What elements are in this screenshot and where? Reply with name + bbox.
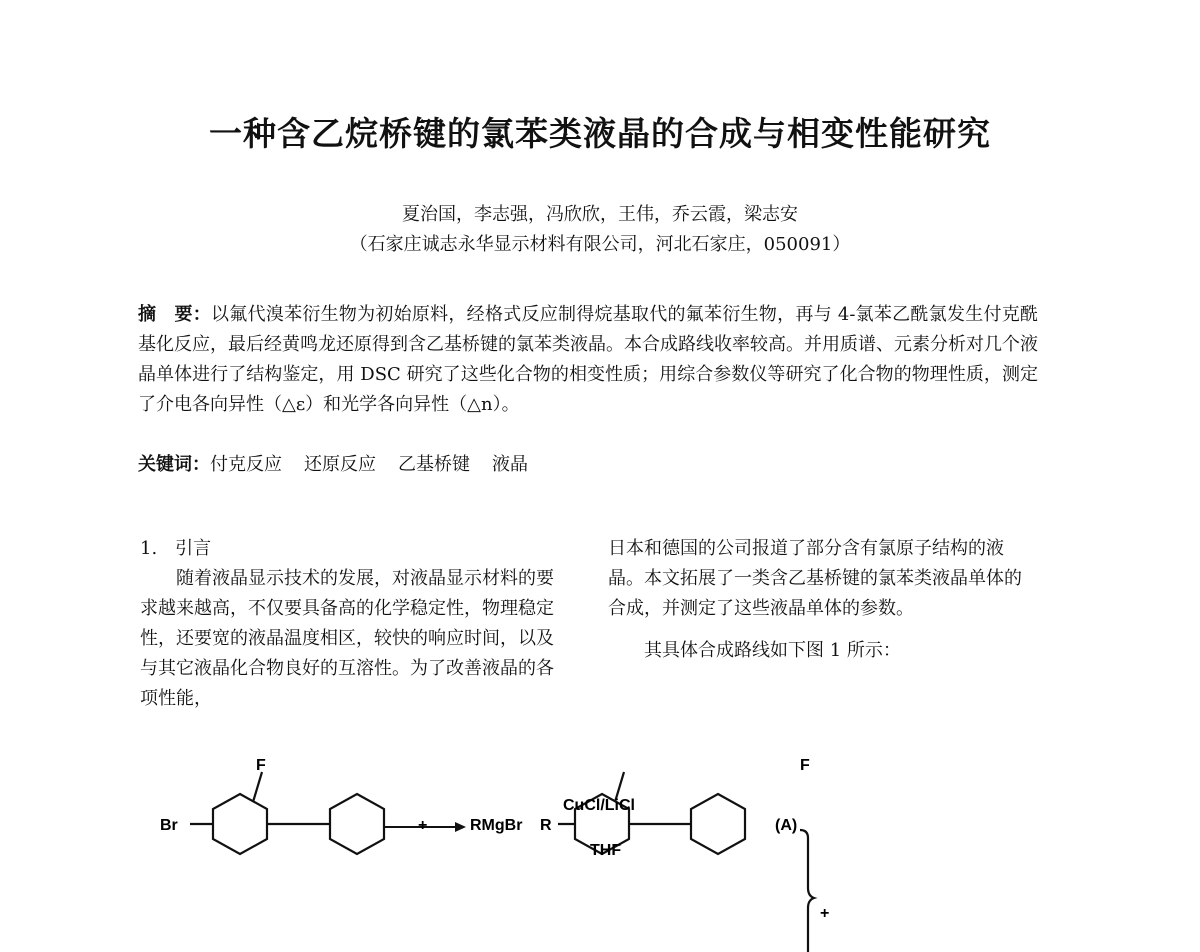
- benzene-ring: [691, 794, 745, 854]
- paragraph: 其具体合成路线如下图 1 所示：: [644, 640, 901, 661]
- condition-bottom: THF: [590, 842, 622, 859]
- keyword: 液晶: [492, 454, 528, 475]
- substituent-label: R: [540, 817, 552, 834]
- left-column: [140, 534, 560, 714]
- affiliation: （石家庄诚志永华显示材料有限公司，河北石家庄，050091）: [349, 234, 851, 255]
- authors: 夏治国，李志强，冯欣欣，王伟，乔云霞，梁志安: [402, 204, 798, 225]
- abstract-label: 摘 要：: [138, 304, 212, 325]
- substituent-label: Br: [160, 817, 178, 834]
- reagent-label: RMgBr: [470, 817, 523, 834]
- right-column: [608, 534, 1033, 666]
- plus-sign: +: [418, 817, 428, 834]
- fluoro-label: F: [256, 757, 266, 774]
- benzene-ring: [330, 794, 384, 854]
- fluoro-label: F: [800, 757, 810, 774]
- keyword: 付克反应: [210, 454, 282, 475]
- keywords: [138, 450, 550, 476]
- benzene-ring: [213, 794, 267, 854]
- product-label: (A): [775, 817, 798, 834]
- paragraph: 日本和德国的公司报道了部分含有氯原子结构的液晶。本文拓展了一类含乙基桥键的氯苯类液晶单体的合成，并测定了这些液晶单体的参数。: [608, 538, 1022, 619]
- condition-top: CuCl/LiCl: [563, 797, 635, 814]
- abstract: [138, 300, 1038, 420]
- paper-title: 一种含乙烷桥键的氯苯类液晶的合成与相变性能研究: [209, 114, 991, 153]
- synthesis-scheme: [0, 750, 1200, 952]
- plus-sign: +: [820, 905, 830, 922]
- abstract-text: 以氟代溴苯衍生物为初始原料，经格式反应制得烷基取代的氟苯衍生物，再与 4-氯苯乙酰氯发生付克酰基化反应，最后经黄鸣龙还原得到含乙基桥键的氯苯类液晶。本合成路线收率较高。并用质谱、元素分析对几个液晶单体进行了结构鉴定，用 DSC 研究了这些化合物的相变性质；用综合参数仪等研究了化合物的物理性质，测定了介电各向异性（△ε）和光学各向异性（△n）。: [138, 304, 1038, 415]
- section-heading: 1. 引言: [140, 538, 212, 559]
- keyword: 乙基桥键: [398, 454, 470, 475]
- keyword: 还原反应: [304, 454, 376, 475]
- keywords-label: 关键词：: [138, 454, 210, 475]
- paragraph: 随着液晶显示技术的发展，对液晶显示材料的要求越来越高，不仅要具备高的化学稳定性，物理稳定性，还要宽的液晶温度相区，较快的响应时间，以及与其它液晶化合物良好的互溶性。为了改善液晶的各项性能，: [140, 568, 554, 709]
